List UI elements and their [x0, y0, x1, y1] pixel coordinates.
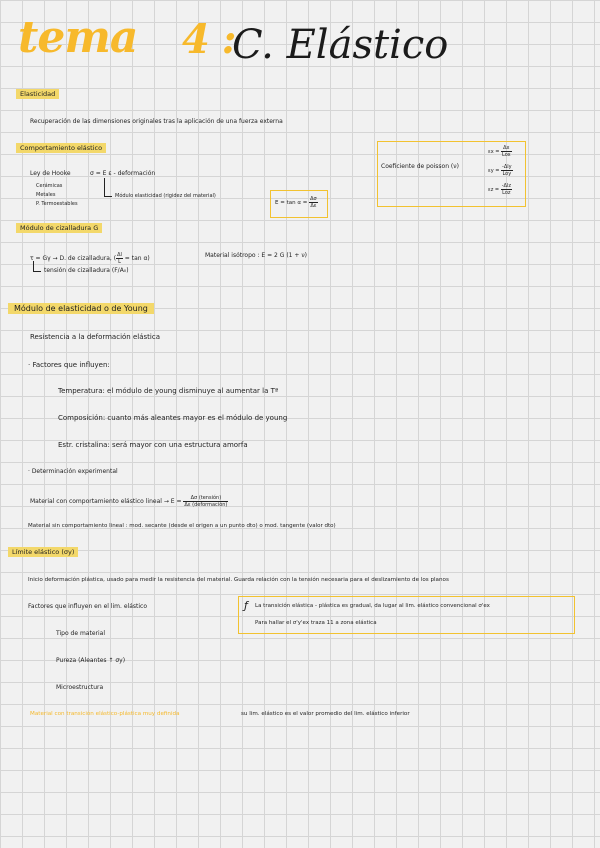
poisson-eq2-lhs: εy =: [488, 168, 500, 174]
poisson-eq3: [488, 183, 512, 196]
hooke-label: Ley de Hooke: [30, 170, 71, 177]
poisson-eq2: [488, 164, 513, 177]
young-linear-num: Δσ (tensión): [183, 495, 228, 502]
limite-factor-tipo: Tipo de material: [56, 630, 105, 637]
isotropic-formula: Material isótropo : E = 2 G (1 + ν): [205, 252, 308, 259]
limite-definition: Inicio deformación plástica, usado para medir la resistencia del material. Guarda relación con la tensión necesaria para el deslizamiento de los planos: [28, 577, 449, 583]
poisson-eq3-num: -Δlz: [501, 183, 511, 189]
heading-elasticidad: Elasticidad: [16, 89, 59, 99]
poisson-eq3-den: Loz: [502, 190, 511, 196]
tension-arrow-line: [33, 261, 34, 271]
poisson-eq1-num: Δx: [501, 145, 512, 152]
young-factor-estructura: Estr. cristalina: será mayor con una estructura amorfa: [58, 441, 248, 449]
poisson-eq2-num: -Δly: [502, 164, 512, 170]
e-frac-den: Δε: [310, 203, 317, 209]
young-intro: Resistencia a la deformación elástica: [30, 333, 160, 341]
cizalladura-formula-text: τ = Gγ → D. de cizalladura,: [30, 255, 112, 262]
transition-note-line2: Para hallar el σ'y'ex traza 11 a zona elástica: [255, 620, 377, 626]
title-number: 4 :: [182, 16, 236, 63]
poisson-eq1-lhs: εx =: [488, 149, 500, 155]
hooke-formula: σ = E ε - deformación: [90, 170, 156, 177]
e-frac-num: Δσ: [310, 196, 317, 202]
young-linear-den: Δε (deformación): [184, 502, 228, 508]
limite-factor-microestructura: Microestructura: [56, 684, 104, 691]
gamma-tail: = tan α): [124, 255, 150, 262]
heading-limite: Límite elástico (σy): [8, 547, 78, 557]
young-linear-frac: [183, 495, 228, 508]
material-item: Metales: [36, 192, 56, 198]
poisson-eq3-lhs: εz =: [488, 187, 500, 193]
heading-cizalladura: Módulo de cizalladura G: [16, 223, 102, 233]
yellow-note: Material con transición elástico-plástica muy definida: [30, 711, 180, 717]
young-linear-text: Material con comportamiento elástico lineal → E =: [30, 498, 182, 505]
young-nonlinear: Material sin comportamiento lineal : mod. secante (desde el origen a un punto dto) o mod. tangente (valor dto): [28, 523, 336, 529]
poisson-label: Coeficiente de poisson (ν): [381, 163, 459, 170]
heading-young: Módulo de elasticidad o de Young: [8, 303, 154, 314]
gamma-den: L: [118, 259, 121, 265]
poisson-eq2-den: Loy: [502, 171, 512, 177]
young-factores-label: · Factores que influyen:: [28, 361, 110, 369]
modulo-arrow-line: [104, 196, 112, 197]
limite-factor-pureza: Pureza (Aleantes ↑ σy): [56, 657, 126, 664]
material-item: P. Termoestables: [36, 201, 78, 207]
poisson-eq1: [488, 145, 512, 158]
materials-list: [36, 182, 78, 209]
transition-note-box: [238, 596, 575, 634]
young-determinacion: · Determinación experimental: [28, 468, 118, 475]
gamma-num: Δl: [117, 252, 122, 258]
elasticidad-definition: Recuperación de las dimensiones originales tras la aplicación de una fuerza externa: [30, 118, 283, 125]
poisson-eq2-frac: [501, 164, 513, 177]
limite-factores-label: Factores que influyen en el lim. elástico: [28, 603, 147, 610]
poisson-eq3-frac: [501, 183, 512, 196]
material-item: Cerámicas: [36, 183, 63, 189]
e-fraction: [309, 196, 318, 209]
cizalladura-formula: τ = Gγ → D. de cizalladura, ( $\frac{\Delta l}{L}$ = tan α): [30, 252, 150, 265]
tension-note: tensión de cizalladura (F/A₀): [44, 267, 129, 274]
modulo-note: Módulo elasticidad (rigidez del material): [115, 193, 216, 199]
note-icon: ƒ: [244, 599, 248, 612]
heading-comportamiento: Comportamiento elástico: [16, 143, 106, 153]
e-formula-left: E = tan α =: [275, 200, 308, 206]
page-title: C. Elástico: [232, 22, 449, 68]
limite-final-text: su lim. elástico es el valor promedio del lim. elástico inferior: [241, 711, 410, 717]
poisson-eq1-frac: [501, 145, 512, 158]
gamma-frac: [116, 252, 123, 265]
young-linear: [30, 495, 228, 508]
e-formula: [275, 196, 318, 209]
poisson-eq1-den: Lox: [502, 152, 511, 158]
title-tema: tema: [18, 12, 138, 63]
transition-note-line1: La transición elástica - plástica es gradual, da lugar al lim. elástico convencional σ'ex: [255, 603, 490, 609]
tension-arrow-line: [33, 271, 41, 272]
young-factor-temperatura: Temperatura: el módulo de young disminuye al aumentar la Tª: [58, 387, 279, 395]
young-factor-composicion: Composición: cuanto más aleantes mayor es el módulo de young: [58, 414, 288, 422]
modulo-arrow-line: [104, 178, 105, 196]
